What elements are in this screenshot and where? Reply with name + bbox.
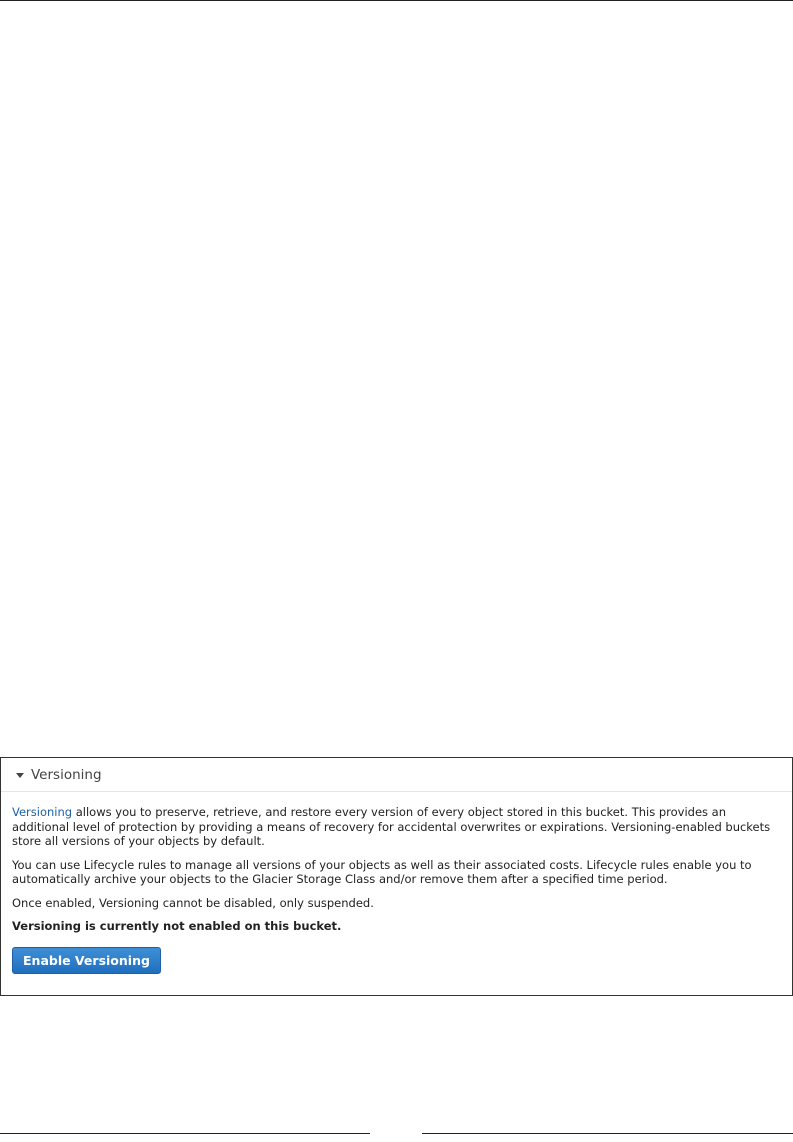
versioning-intro-text: allows you to preserve, retrieve, and restore every version of every object stored in this bucket. This provides an additional level of protection by providing a means of recovery for accidental overwrites or expirations. Versioning-enabled buckets store all versions of your objects by default. [12, 805, 771, 848]
versioning-panel [0, 757, 793, 996]
footer-rule-left [0, 1133, 370, 1134]
versioning-panel-header[interactable] [1, 758, 792, 792]
enable-versioning-button[interactable]: Enable Versioning [12, 947, 161, 974]
once-enabled-note: Once enabled, Versioning cannot be disabled, only suspended. [12, 895, 374, 910]
caret-down-icon [16, 773, 24, 778]
versioning-status: Versioning is currently not enabled on this bucket. [12, 919, 342, 933]
panel-title: Versioning [31, 766, 102, 783]
top-divider [0, 0, 793, 1]
footer-rule-right [422, 1133, 793, 1134]
versioning-panel-body [1, 792, 792, 974]
versioning-description [12, 805, 780, 849]
versioning-link[interactable]: Versioning [12, 805, 73, 819]
lifecycle-description: You can use Lifecycle rules to manage all versions of your objects as well as their associated costs. Lifecycle rules enable you to automatically archive your objects to the Glacier Storage Class and/or remove them after a specified time period. [12, 857, 752, 886]
